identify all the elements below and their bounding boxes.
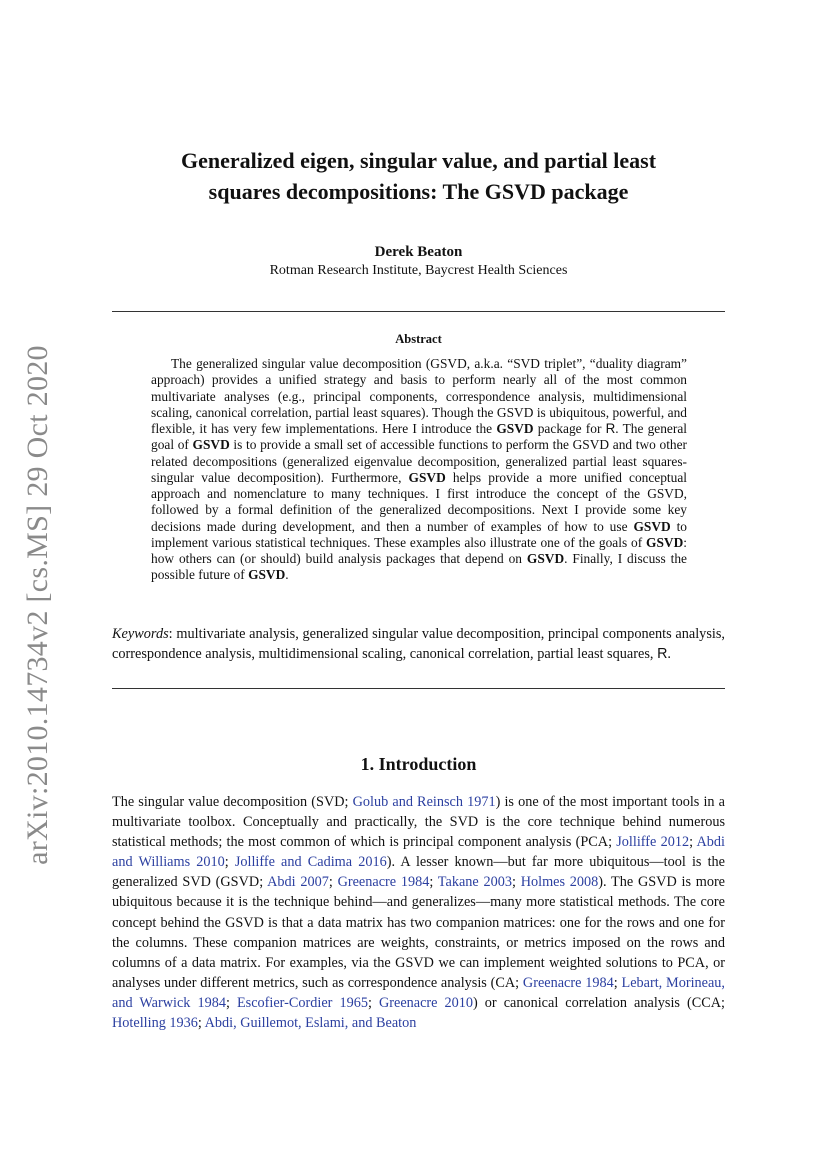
paper-title xyxy=(112,145,725,207)
arxiv-sidebar xyxy=(20,345,56,865)
abstract-heading: Abstract xyxy=(395,332,442,346)
package-name: GSVD xyxy=(633,518,671,534)
citation-link[interactable]: Abdi, Guillemot, Eslami, and Beaton xyxy=(204,1015,417,1032)
bottom-divider xyxy=(112,688,725,689)
citation-link[interactable]: Takane 2003 xyxy=(437,874,512,891)
arxiv-identifier: arXiv:2010.14734v2 [cs.MS] 29 Oct 2020 xyxy=(21,345,54,865)
title-line-2: squares decompositions: The GSVD package xyxy=(208,179,629,204)
abstract-text: The generalized singular value decomposition (GSVD, a.k.a. “SVD triplet”, “duality diagram” approach) provides a unified strategy and basis to perform nearly all of the most common multivariate analyses (e.g., principal components, correspondence analysis, multidimensional scaling, canonical correlation, partial least squares). Though the GSVD is ubiquitous, powerful, and flexible, it has very few implementations. Here I introduce the GSVD package for R. The general goal of GSVD is to provide a small set of accessible functions to perform the GSVD and two other related decompositions (generalized eigenvalue decomposition, generalized partial least squares-singular value decomposition). Furthermore, GSVD helps provide a more unified conceptual approach and nomenclature to many techniques. I first introduce the concept of the GSVD, followed by a formal definition of the generalized decompositions. Next I provide some key decisions made during development, and then a number of examples of how to use GSVD to implement various statistical techniques. These examples also illustrate one of the goals of GSVD: how others can (or should) build analysis packages that depend on GSVD. Finally, I discuss the possible future of GSVD. xyxy=(151,356,688,583)
title-line-1: Generalized eigen, singular value, and partial least xyxy=(180,148,657,173)
citation-link[interactable]: Jolliffe and Cadima 2016 xyxy=(234,854,387,871)
package-name: GSVD xyxy=(646,534,684,550)
citation-link[interactable]: Greenacre 2010 xyxy=(378,994,474,1011)
citation-link[interactable]: Abdi and Williams 2010 xyxy=(112,834,725,871)
citation-link[interactable]: Holmes 2008 xyxy=(520,874,599,891)
section-heading-introduction: 1. Introduction xyxy=(360,754,477,774)
package-name: GSVD xyxy=(192,437,230,453)
r-language: R xyxy=(605,421,616,436)
keywords: Keywords: multivariate analysis, generalized singular value decomposition, principal components analysis, correspondence analysis, multidimensional scaling, canonical correlation, partial least squares, R. xyxy=(112,626,725,662)
citation-link[interactable]: Abdi 2007 xyxy=(267,874,329,891)
r-language: R xyxy=(657,645,668,662)
author-affiliation: Rotman Research Institute, Baycrest Health Sciences xyxy=(269,263,568,278)
citation-link[interactable]: Lebart, Morineau, and Warwick 1984 xyxy=(112,974,725,1011)
package-name: GSVD xyxy=(248,567,286,583)
citation-link[interactable]: Jolliffe 2012 xyxy=(616,834,690,851)
citation-link[interactable]: Greenacre 1984 xyxy=(522,974,614,991)
keywords-label: Keywords xyxy=(112,626,169,642)
citation-link[interactable]: Golub and Reinsch 1971 xyxy=(352,794,496,810)
top-divider xyxy=(112,311,725,312)
citation-link[interactable]: Escofier-Cordier 1965 xyxy=(236,994,368,1011)
package-name: GSVD xyxy=(408,469,446,485)
author-name: Derek Beaton xyxy=(374,244,463,260)
citation-link[interactable]: Hotelling 1936 xyxy=(112,1015,198,1032)
package-name: GSVD xyxy=(496,421,534,436)
package-name: GSVD xyxy=(526,551,565,566)
introduction-text: The singular value decomposition (SVD; Golub and Reinsch 1971) is one of the most important tools in a multivariate toolbox. Conceptually and practically, the SVD is the core technique behind numerous statistical methods; the most common of which is principal component analysis (PCA; Jolliffe 2012; Abdi and Williams 2010; Jolliffe and Cadima 2016). A lesser known—but far more ubiquitous—tool is the generalized SVD (GSVD; Abdi 2007; Greenacre 1984; Takane 2003; Holmes 2008). The GSVD is more ubiquitous because it is the technique behind—and generalizes—many more statistical methods. The core concept behind the GSVD is that a data matrix has two companion matrices: one for the rows and one for the columns. These companion matrices are weights, constraints, or metrics imposed on the rows and columns of a data matrix. For examples, via the GSVD we can implement weighted solutions to PCA, or analyses under different metrics, such as correspondence analysis (CA; Greenacre 1984; Lebart, Morineau, and Warwick 1984; Escofier-Cordier 1965; Greenacre 2010) or canonical correlation analysis (CCA; Hotelling 1936; Abdi, Guillemot, Eslami, and Beaton xyxy=(112,794,726,1032)
citation-link[interactable]: Greenacre 1984 xyxy=(337,874,430,891)
